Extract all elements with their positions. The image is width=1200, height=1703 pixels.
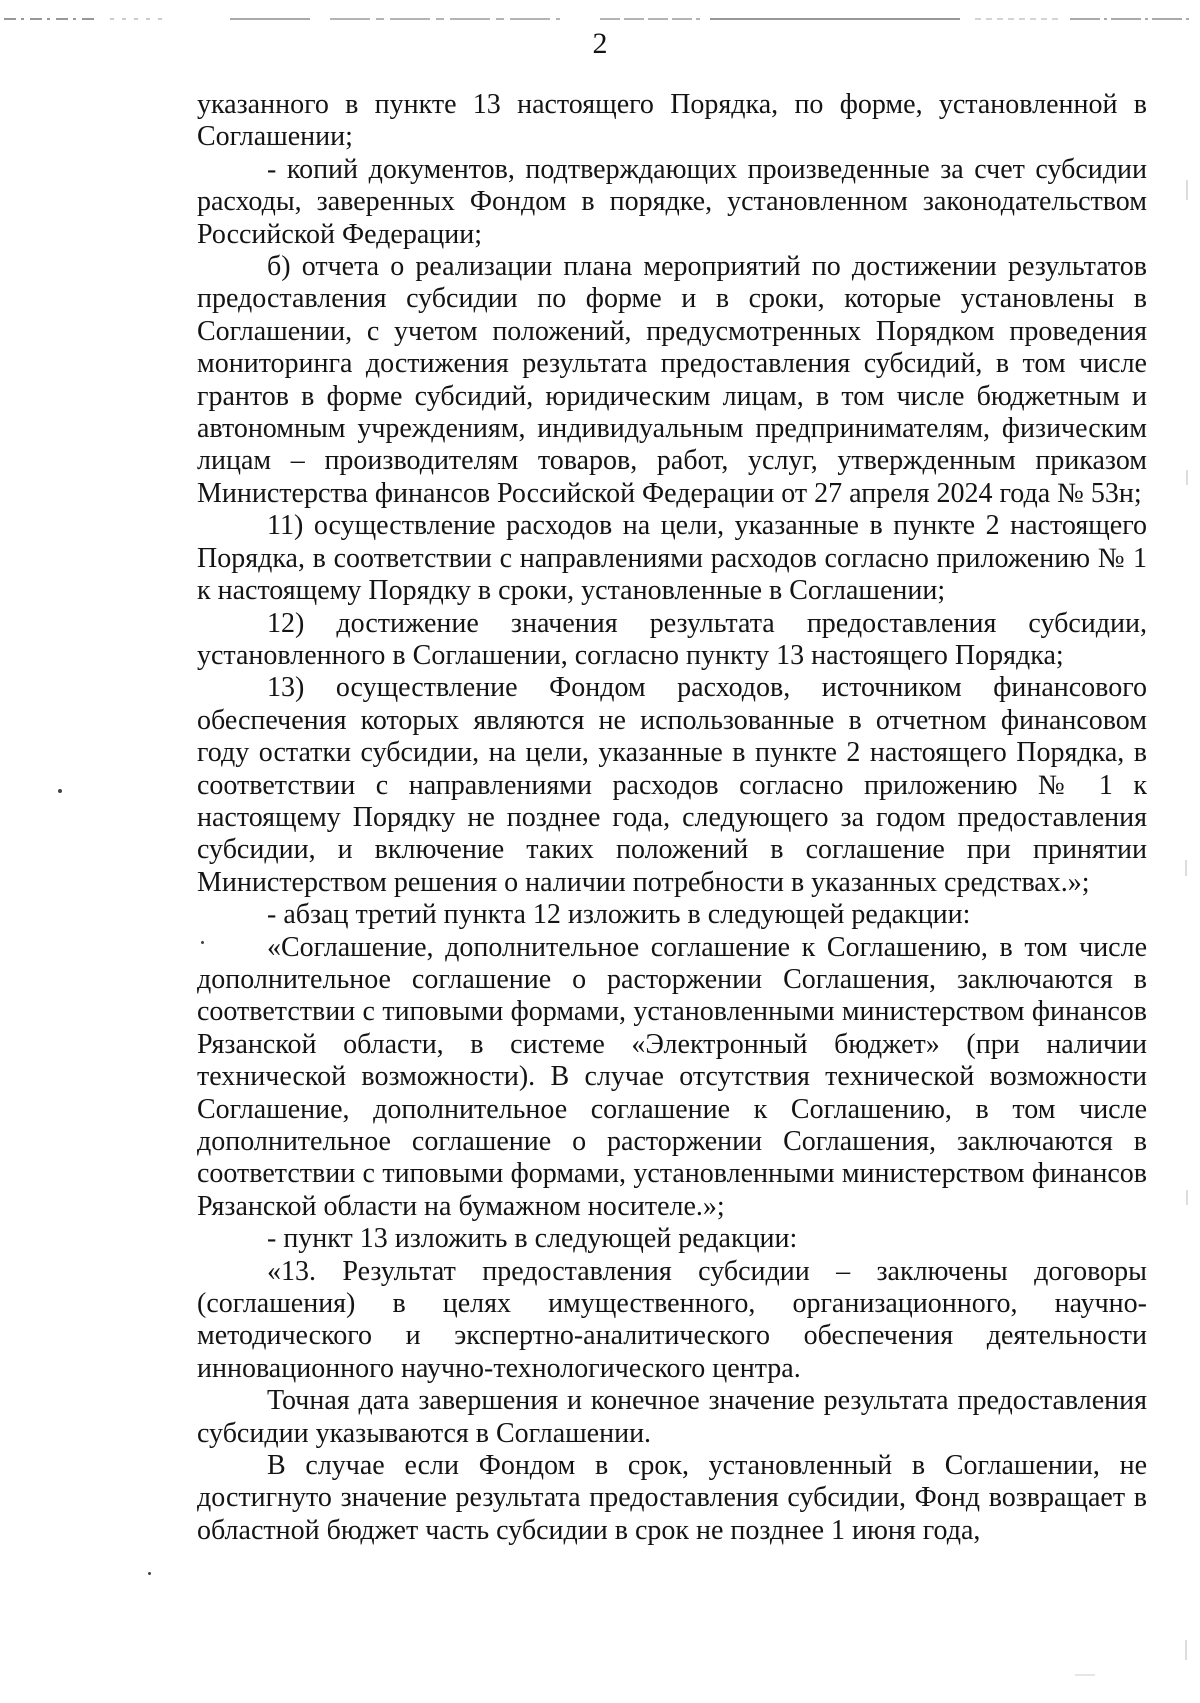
paragraph: 12) достижение значения результата предоставления субсидии, установленного в Соглашении, согласно пункту 13 настоящего Порядка; (197, 607, 1147, 671)
paragraph: 11) осуществление расходов на цели, указанные в пункте 2 настоящего Порядка, в соответствии с направлениями расходов согласно приложению № 1 к настоящему Порядку в сроки, установленные в Соглашении; (197, 510, 1147, 607)
paragraph: В случае если Фондом в срок, установленный в Соглашении, не достигнуто значение результата предоставления субсидии, Фонд возвращает в областной бюджет часть субсидии в срок не позднее 1 июня года, (197, 1450, 1147, 1546)
paragraph: 13) осуществление Фондом расходов, источником финансового обеспечения которых являются не использованные в отчетном финансовом году остатки субсидии, на цели, указанные в пункте 2 настоящего Порядка, в соответствии с направлениями расходов согласно приложению № 1 к настоящему Порядку не позднее года, следующего за годом предоставления субсидии, и включение таких положений в соглашение при принятии Министерством решения о наличии потребности в указанных средствах.»; (197, 672, 1147, 898)
paragraph: «Соглашение, дополнительное соглашение к Соглашению, в том числе дополнительное соглашение о расторжении Соглашения, заключаются в соответствии с типовыми формами, установленными министерством финансов Рязанской области, в системе «Электронный бюджет» (при наличии технической возможности). В случае отсутствия технической возможности Соглашение, дополнительное соглашение к Соглашению, в том числе дополнительное соглашение о расторжении Соглашения, заключаются в соответствии с типовыми формами, установленными министерством финансов Рязанской области на бумажном носителе.»; (197, 931, 1147, 1222)
paragraph: б) отчета о реализации плана мероприятий по достижении результатов предоставления субсидии по форме и в сроки, которые установлены в Соглашении, с учетом положений, предусмотренных Порядком проведения мониторинга достижения результата предоставления субсидий, в том числе грантов в форме субсидий, юридическим лицам, в том числе бюджетным и автономным учреждениям, индивидуальным предпринимателям, физическим лицам – производителям товаров, работ, услуг, утвержденным приказом Министерства финансов Российской Федерации от 27 апреля 2024 года № 53н; (197, 251, 1147, 509)
paragraph: «13. Результат предоставления субсидии – заключены договоры (соглашения) в целях имущественного, организационного, научно-методического и экспертно-аналитического обеспечения деятельности инновационного научно-технологического центра. (197, 1255, 1147, 1384)
paragraph: - пункт 13 изложить в следующей редакции: (267, 1223, 798, 1255)
paragraph: - копий документов, подтверждающих произведенные за счет субсидии расходы, заверенных Фондом в порядке, установленном законодательством Российской Федерации; (197, 153, 1147, 250)
paragraph: указанного в пункте 13 настоящего Порядка, по форме, установленной в Соглашении; (197, 89, 1147, 153)
paragraph: Точная дата завершения и конечное значение результата предоставления субсидии указываются в Соглашении. (197, 1385, 1147, 1449)
paragraph: - абзац третий пункта 12 изложить в следующей редакции: (267, 899, 971, 931)
page-number: 2 (592, 27, 608, 60)
